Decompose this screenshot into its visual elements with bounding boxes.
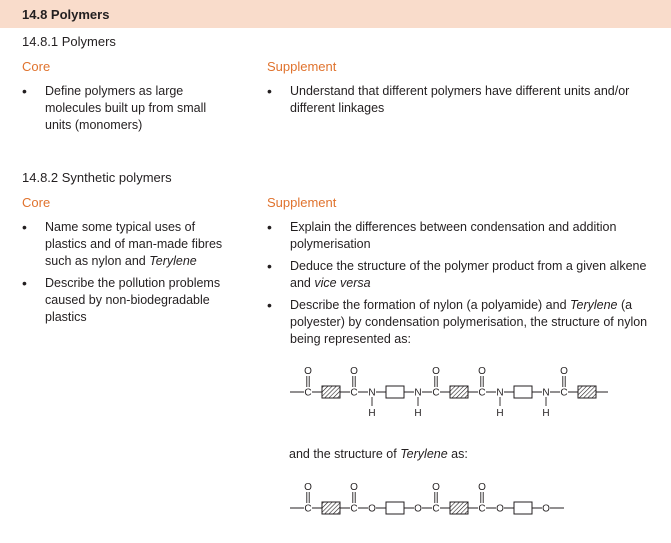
- italic-term: Terylene: [149, 254, 197, 268]
- oxygen-atom: O: [350, 482, 358, 493]
- supplement-list: [267, 219, 652, 353]
- carbon-atom: C: [432, 387, 440, 399]
- unit-box: [386, 502, 404, 514]
- nitrogen-atom: N: [542, 387, 550, 399]
- oxygen-atom: O: [432, 366, 440, 377]
- list-item: • Define polymers as large molecules built up from small units (monomers): [22, 83, 222, 134]
- oxygen-atom: O: [496, 503, 504, 515]
- hydrogen-atom: H: [414, 408, 422, 419]
- oxygen-atom: O: [432, 482, 440, 493]
- hatched-unit-box: [322, 502, 340, 514]
- list-item: [22, 219, 237, 270]
- nylon-structure-diagram: [288, 362, 648, 424]
- nitrogen-atom: N: [368, 387, 376, 399]
- carbon-atom: C: [478, 387, 486, 399]
- oxygen-atom: O: [368, 503, 376, 515]
- oxygen-atom: O: [304, 482, 312, 493]
- unit-box: [514, 386, 532, 398]
- carbon-atom: C: [432, 503, 440, 515]
- carbon-atom: C: [350, 503, 358, 515]
- section-title: 14.8 Polymers: [22, 7, 110, 22]
- nitrogen-atom: N: [496, 387, 504, 399]
- hatched-unit-box: [578, 386, 596, 398]
- list-item: • Explain the differences between condensation and addition polymerisation: [267, 219, 652, 253]
- core-list: [22, 219, 237, 331]
- hatched-unit-box: [450, 386, 468, 398]
- hatched-unit-box: [322, 386, 340, 398]
- oxygen-atom: O: [478, 366, 486, 377]
- carbon-atom: C: [350, 387, 358, 399]
- oxygen-atom: O: [542, 503, 550, 515]
- core-label: Core: [22, 195, 51, 210]
- list-item: [267, 258, 652, 292]
- italic-term: Terylene: [400, 447, 448, 461]
- oxygen-atom: O: [350, 366, 358, 377]
- supplement-label: Supplement: [267, 195, 337, 210]
- carbon-atom: C: [304, 387, 312, 399]
- unit-box: [514, 502, 532, 514]
- list-item-text: Describe the formation of nylon (a polyamide) and Terylene (a polyester) by condensation polymerisation, the structure of nylon being represented as:: [290, 298, 648, 346]
- hatched-unit-box: [450, 502, 468, 514]
- section-header: [0, 0, 671, 28]
- core-list: [22, 83, 222, 139]
- terylene-caption: and the structure of Terylene as:: [289, 447, 468, 461]
- italic-term: Terylene: [570, 298, 618, 312]
- list-item: • Describe the pollution problems caused by non-biodegradable plastics: [22, 275, 237, 326]
- oxygen-atom: O: [304, 366, 312, 377]
- carbon-atom: C: [304, 503, 312, 515]
- list-item: [267, 297, 652, 348]
- hydrogen-atom: H: [496, 408, 504, 419]
- supplement-label: Supplement: [267, 59, 337, 74]
- subsection-heading-synthetic-polymers: 14.8.2 Synthetic polymers: [22, 170, 172, 185]
- supplement-list: [267, 83, 647, 122]
- subsection-heading-polymers: 14.8.1 Polymers: [22, 34, 116, 49]
- oxygen-atom: O: [560, 366, 568, 377]
- carbon-atom: C: [478, 503, 486, 515]
- nitrogen-atom: N: [414, 387, 422, 399]
- oxygen-atom: O: [478, 482, 486, 493]
- carbon-atom: C: [560, 387, 568, 399]
- italic-term: vice versa: [314, 276, 371, 290]
- list-item: • Understand that different polymers have different units and/or different linkages: [267, 83, 647, 117]
- terylene-structure-diagram: [288, 478, 648, 523]
- list-item-text: Deduce the structure of the polymer product from a given alkene and vice versa: [290, 259, 647, 290]
- unit-box: [386, 386, 404, 398]
- core-label: Core: [22, 59, 51, 74]
- oxygen-atom: O: [414, 503, 422, 515]
- hydrogen-atom: H: [542, 408, 550, 419]
- hydrogen-atom: H: [368, 408, 376, 419]
- list-item-text: Name some typical uses of plastics and of man-made fibres such as nylon and Terylene: [45, 220, 223, 268]
